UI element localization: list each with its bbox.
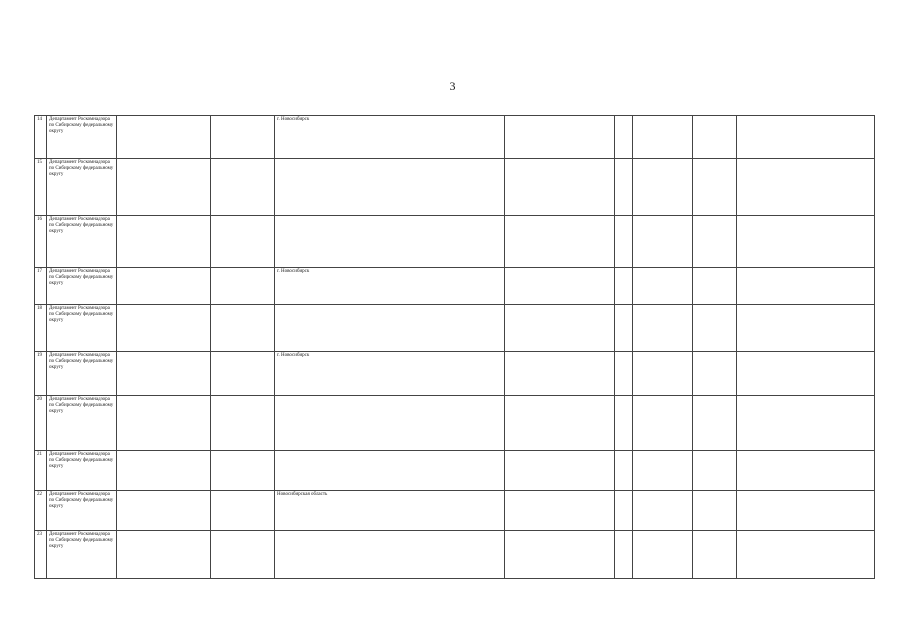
blank-cell <box>505 216 615 268</box>
row-number: 16 <box>35 216 47 268</box>
authority-cell: Департамент Роскомнадзора по Сибирскому федеральному округу <box>47 216 117 268</box>
date-cell <box>693 305 737 352</box>
company-name-cell <box>117 491 211 531</box>
service-cell <box>737 216 875 268</box>
page-number: 3 <box>449 79 456 93</box>
date-cell <box>693 268 737 305</box>
table-row <box>35 268 875 305</box>
authority-cell: Департамент Роскомнадзора по Сибирскому федеральному округу <box>47 451 117 491</box>
territory-cell <box>275 451 505 491</box>
blank-cell <box>505 491 615 531</box>
service-cell <box>737 531 875 579</box>
row-number: 18 <box>35 305 47 352</box>
license-cell <box>633 305 693 352</box>
license-cell <box>633 352 693 396</box>
table-row <box>35 116 875 159</box>
inn-cell <box>615 491 633 531</box>
license-cell <box>633 159 693 216</box>
inn-cell <box>615 396 633 451</box>
table-row <box>35 159 875 216</box>
row-number: 19 <box>35 352 47 396</box>
territory-cell <box>275 216 505 268</box>
blank-cell <box>505 268 615 305</box>
company-name-cell <box>117 531 211 579</box>
row-number: 21 <box>35 451 47 491</box>
territory-cell <box>275 531 505 579</box>
blank-cell <box>505 451 615 491</box>
address-cell <box>211 451 275 491</box>
date-cell <box>693 396 737 451</box>
date-cell <box>693 116 737 159</box>
table-row <box>35 396 875 451</box>
territory-cell: г. Новосибирск <box>275 352 505 396</box>
table-row <box>35 451 875 491</box>
territory-cell <box>275 396 505 451</box>
register-body <box>35 116 875 579</box>
license-cell <box>633 396 693 451</box>
service-cell <box>737 305 875 352</box>
company-name-cell <box>117 352 211 396</box>
blank-cell <box>505 352 615 396</box>
inn-cell <box>615 216 633 268</box>
license-cell <box>633 116 693 159</box>
date-cell <box>693 531 737 579</box>
address-cell <box>211 159 275 216</box>
license-cell <box>633 491 693 531</box>
authority-cell: Департамент Роскомнадзора по Сибирскому федеральному округу <box>47 116 117 159</box>
authority-cell: Департамент Роскомнадзора по Сибирскому федеральному округу <box>47 159 117 216</box>
inn-cell <box>615 159 633 216</box>
service-cell <box>737 491 875 531</box>
license-cell <box>633 451 693 491</box>
table-row <box>35 491 875 531</box>
service-cell <box>737 352 875 396</box>
inn-cell <box>615 531 633 579</box>
row-number: 14 <box>35 116 47 159</box>
row-number: 23 <box>35 531 47 579</box>
address-cell <box>211 396 275 451</box>
date-cell <box>693 216 737 268</box>
territory-cell: г. Новосибирск <box>275 268 505 305</box>
address-cell <box>211 491 275 531</box>
address-cell <box>211 116 275 159</box>
row-number: 17 <box>35 268 47 305</box>
blank-cell <box>505 116 615 159</box>
company-name-cell <box>117 216 211 268</box>
table-row <box>35 531 875 579</box>
authority-cell: Департамент Роскомнадзора по Сибирскому федеральному округу <box>47 352 117 396</box>
license-cell <box>633 531 693 579</box>
inn-cell <box>615 116 633 159</box>
authority-cell: Департамент Роскомнадзора по Сибирскому федеральному округу <box>47 268 117 305</box>
service-cell <box>737 116 875 159</box>
address-cell <box>211 216 275 268</box>
inn-cell <box>615 268 633 305</box>
inn-cell <box>615 451 633 491</box>
company-name-cell <box>117 159 211 216</box>
service-cell <box>737 396 875 451</box>
license-cell <box>633 216 693 268</box>
row-number: 15 <box>35 159 47 216</box>
register-table <box>34 115 875 579</box>
company-name-cell <box>117 451 211 491</box>
address-cell <box>211 352 275 396</box>
date-cell <box>693 491 737 531</box>
table-row <box>35 352 875 396</box>
table-row <box>35 305 875 352</box>
territory-cell: Новосибирская область <box>275 491 505 531</box>
service-cell <box>737 159 875 216</box>
territory-cell <box>275 159 505 216</box>
license-cell <box>633 268 693 305</box>
service-cell <box>737 451 875 491</box>
territory-cell <box>275 305 505 352</box>
inn-cell <box>615 305 633 352</box>
blank-cell <box>505 531 615 579</box>
date-cell <box>693 451 737 491</box>
address-cell <box>211 531 275 579</box>
date-cell <box>693 352 737 396</box>
date-cell <box>693 159 737 216</box>
service-cell <box>737 268 875 305</box>
authority-cell: Департамент Роскомнадзора по Сибирскому федеральному округу <box>47 396 117 451</box>
company-name-cell <box>117 116 211 159</box>
inn-cell <box>615 352 633 396</box>
company-name-cell <box>117 305 211 352</box>
company-name-cell <box>117 268 211 305</box>
blank-cell <box>505 305 615 352</box>
authority-cell: Департамент Роскомнадзора по Сибирскому федеральному округу <box>47 491 117 531</box>
territory-cell: г. Новосибирск <box>275 116 505 159</box>
row-number: 22 <box>35 491 47 531</box>
row-number: 20 <box>35 396 47 451</box>
company-name-cell <box>117 396 211 451</box>
blank-cell <box>505 396 615 451</box>
address-cell <box>211 305 275 352</box>
table-row <box>35 216 875 268</box>
address-cell <box>211 268 275 305</box>
authority-cell: Департамент Роскомнадзора по Сибирскому федеральному округу <box>47 531 117 579</box>
authority-cell: Департамент Роскомнадзора по Сибирскому федеральному округу <box>47 305 117 352</box>
blank-cell <box>505 159 615 216</box>
